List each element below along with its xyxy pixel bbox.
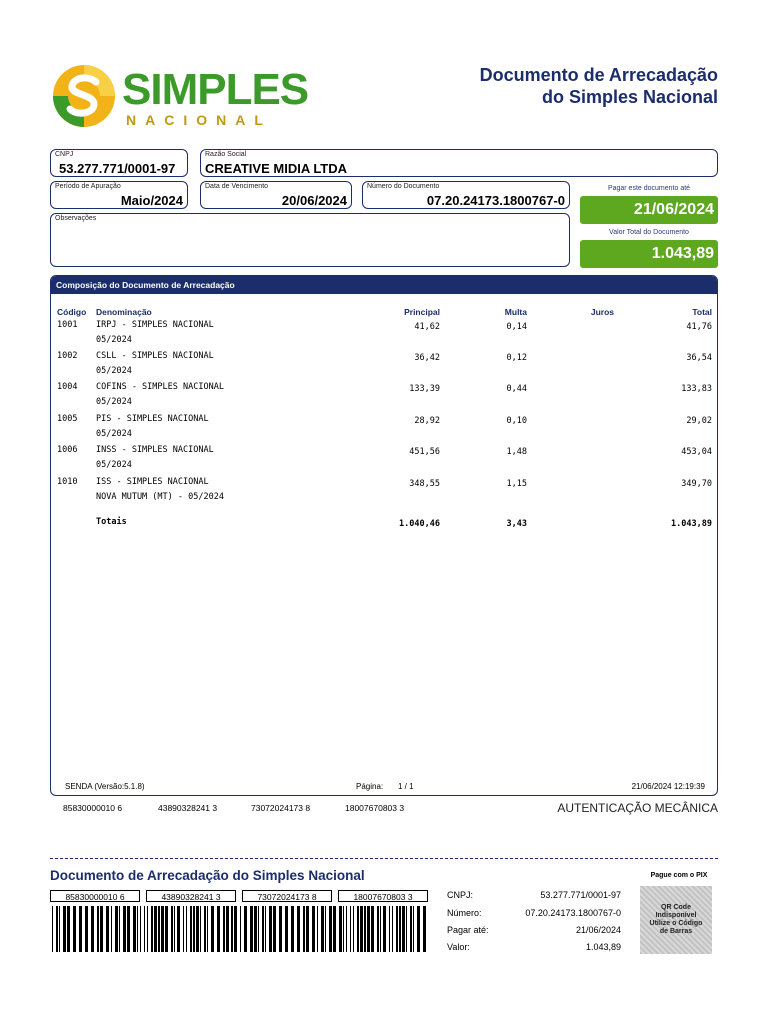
barcode-bar: [269, 906, 272, 952]
row-multa: 0,14: [506, 322, 527, 332]
row-multa: 0,44: [506, 384, 527, 394]
vencimento-label: Data de Vencimento: [205, 183, 269, 190]
barcode-bar: [350, 906, 351, 952]
barcode-bar: [52, 906, 53, 952]
barcode-bar: [85, 906, 88, 952]
barcode-bar: [377, 906, 379, 952]
barcode-bar: [392, 906, 393, 952]
row-periodo: 05/2024: [96, 460, 132, 470]
header-principal: Principal: [404, 307, 440, 317]
barcode-bar: [258, 906, 259, 952]
row-denominacao: CSLL - SIMPLES NACIONAL: [96, 351, 214, 361]
barcode-bar: [177, 906, 180, 952]
cnpj-value: 53.277.771/0001-97: [59, 161, 176, 176]
razao-social-box: [200, 149, 718, 177]
row-multa: 0,10: [506, 416, 527, 426]
barcode-bar: [211, 906, 214, 952]
barcode-bar: [254, 906, 257, 952]
barcode-bar: [262, 906, 264, 952]
barcode-bar: [204, 906, 206, 952]
row-multa: 1,48: [506, 447, 527, 457]
barcode-bar: [133, 906, 136, 952]
barcode-bar: [200, 906, 201, 952]
stub-cnpj-label: CNPJ:: [447, 890, 474, 900]
row-codigo: 1004: [57, 382, 78, 392]
vencimento-box: [200, 181, 352, 209]
barcode-bar: [196, 906, 199, 952]
totais-row: [51, 517, 717, 533]
barcode-bar: [273, 906, 276, 952]
row-total: 349,70: [681, 479, 712, 489]
barcode: [50, 906, 428, 952]
row-principal: 41,62: [414, 322, 440, 332]
senda-version: SENDA (Versão:5.1.8): [65, 782, 145, 791]
barcode-bar: [231, 906, 233, 952]
document-title-line2: do Simples Nacional: [541, 87, 718, 107]
linha-digitavel-2: 43890328241 3: [158, 803, 218, 813]
barcode-bar: [183, 906, 184, 952]
barcode-bar: [317, 906, 318, 952]
stub-pagar-value: 21/06/2024: [575, 925, 621, 935]
barcode-bar: [291, 906, 294, 952]
barcode-bar: [137, 906, 138, 952]
row-multa: 1,15: [506, 479, 527, 489]
simples-logo: [52, 62, 309, 132]
barcode-bar: [402, 906, 405, 952]
barcode-bar: [380, 906, 381, 952]
pagar-ate-label: Pagar este documento até: [607, 185, 691, 192]
logo-sub-text: NACIONAL: [126, 112, 272, 128]
row-denominacao: COFINS - SIMPLES NACIONAL: [96, 382, 224, 392]
totais-principal: 1.040,46: [399, 519, 440, 529]
barcode-bar: [303, 906, 305, 952]
barcode-bar: [333, 906, 336, 952]
barcode-bar: [123, 906, 126, 952]
barcode-bar: [279, 906, 282, 952]
valor-total-label: Valor Total do Documento: [609, 229, 689, 236]
linha-digitavel-1: 85830000010 6: [63, 803, 123, 813]
periodo-box: [50, 181, 188, 209]
stub-linha-3: 73072024173 8: [242, 890, 332, 902]
barcode-bar: [417, 906, 420, 952]
row-principal: 348,55: [409, 479, 440, 489]
row-codigo: 1010: [57, 477, 78, 487]
qr-code-text: QR Code Indisponível Utilize o Código de Barras: [649, 904, 703, 935]
cnpj-box: [50, 149, 188, 177]
barcode-bar: [244, 906, 247, 952]
document-title-line1: Documento de Arrecadação: [479, 65, 718, 85]
simples-s-icon: [52, 64, 116, 128]
stub-numero-value: 07.20.24173.1800767-0: [525, 908, 621, 918]
row-total: 29,02: [686, 416, 712, 426]
generated-timestamp: 21/06/2024 12:19:39: [631, 782, 705, 791]
barcode-bar: [127, 906, 130, 952]
barcode-bar: [119, 906, 120, 952]
barcode-bar: [389, 906, 390, 952]
header-denominacao: Denominação: [96, 307, 152, 317]
barcode-bar: [67, 906, 70, 952]
stub-valor-label: Valor:: [447, 942, 470, 952]
totais-total: 1.043,89: [671, 519, 712, 529]
row-denominacao: IRPJ - SIMPLES NACIONAL: [96, 320, 214, 330]
cut-line: [50, 858, 718, 859]
barcode-bar: [223, 906, 225, 952]
barcode-bar: [250, 906, 253, 952]
barcode-bar: [147, 906, 148, 952]
pagar-ate-value: 21/06/2024: [580, 196, 718, 224]
barcode-bar: [423, 906, 426, 952]
barcode-bar: [100, 906, 103, 952]
barcode-bar: [343, 906, 344, 952]
barcode-bar: [325, 906, 326, 952]
row-periodo: 05/2024: [96, 335, 132, 345]
barcode-bar: [144, 906, 145, 952]
barcode-bar: [329, 906, 332, 952]
barcode-bar: [396, 906, 398, 952]
barcode-bar: [321, 906, 324, 952]
table-row: [51, 320, 717, 352]
barcode-bar: [217, 906, 220, 952]
barcode-bar: [371, 906, 374, 952]
barcode-bar: [79, 906, 82, 952]
row-total: 133,83: [681, 384, 712, 394]
totais-multa: 3,43: [506, 519, 527, 529]
row-principal: 133,39: [409, 384, 440, 394]
barcode-bar: [339, 906, 342, 952]
barcode-bar: [106, 906, 109, 952]
row-denominacao: PIS - SIMPLES NACIONAL: [96, 414, 209, 424]
header-juros: Juros: [590, 307, 614, 317]
stub-title: Documento de Arrecadação do Simples Nacional: [50, 868, 365, 883]
stub-numero-label: Número:: [447, 908, 482, 918]
periodo-value: Maio/2024: [120, 193, 183, 208]
composicao-panel: [50, 275, 718, 796]
row-codigo: 1006: [57, 445, 78, 455]
barcode-bar: [158, 906, 160, 952]
header-multa: Multa: [504, 307, 527, 317]
barcode-bar: [346, 906, 347, 952]
barcode-bar: [285, 906, 288, 952]
barcode-bar: [63, 906, 66, 952]
barcode-bar: [226, 906, 229, 952]
row-periodo: 05/2024: [96, 397, 132, 407]
barcode-bar: [165, 906, 168, 952]
barcode-bar: [56, 906, 58, 952]
linha-digitavel-4: 18007670803 3: [345, 803, 405, 813]
logo-brand-text: SIMPLES: [122, 65, 309, 114]
barcode-bar: [364, 906, 366, 952]
row-total: 453,04: [681, 447, 712, 457]
stub-linha-4: 18007670803 3: [338, 890, 428, 902]
barcode-bar: [410, 906, 412, 952]
header-codigo: Código: [57, 307, 87, 317]
barcode-bar: [111, 906, 112, 952]
barcode-bar: [97, 906, 99, 952]
barcode-bar: [207, 906, 208, 952]
linha-digitavel-3: 73072024173 8: [251, 803, 311, 813]
barcode-bar: [297, 906, 300, 952]
composicao-header-bar: [51, 276, 717, 294]
barcode-bar: [353, 906, 354, 952]
barcode-bar: [312, 906, 315, 952]
stub-linha-2: 43890328241 3: [146, 890, 236, 902]
row-periodo: NOVA MUTUM (MT) - 05/2024: [96, 492, 224, 502]
row-total: 41,76: [686, 322, 712, 332]
vencimento-value: 20/06/2024: [281, 193, 347, 208]
row-principal: 36,42: [414, 353, 440, 363]
header-total: Total: [692, 307, 712, 317]
row-codigo: 1002: [57, 351, 78, 361]
valor-total-value: 1.043,89: [580, 240, 718, 268]
razao-social-label: Razão Social: [205, 151, 247, 158]
barcode-bar: [383, 906, 386, 952]
numero-documento-label: Número do Documento: [367, 183, 440, 190]
row-principal: 451,56: [409, 447, 440, 457]
row-total: 36,54: [686, 353, 712, 363]
pix-label: Pague com o PIX: [650, 872, 708, 879]
barcode-bar: [154, 906, 157, 952]
cnpj-label: CNPJ: [55, 151, 74, 158]
pagina-label: Página:: [356, 782, 384, 791]
row-principal: 28,92: [414, 416, 440, 426]
stub-pagar-label: Pagar até:: [447, 925, 489, 935]
numero-documento-value: 07.20.24173.1800767-0: [426, 193, 565, 208]
observacoes-box: [50, 213, 570, 267]
barcode-bar: [73, 906, 76, 952]
barcode-bar: [140, 906, 141, 952]
pagina-value: 1 / 1: [398, 782, 414, 791]
table-row: [51, 382, 717, 414]
barcode-bar: [413, 906, 414, 952]
barcode-bar: [190, 906, 192, 952]
row-codigo: 1005: [57, 414, 78, 424]
row-denominacao: ISS - SIMPLES NACIONAL: [96, 477, 209, 487]
table-row: [51, 445, 717, 477]
barcode-bar: [91, 906, 94, 952]
composicao-title: Composição do Documento de Arrecadação: [56, 280, 235, 290]
barcode-bar: [161, 906, 164, 952]
table-row: [51, 351, 717, 383]
barcode-bar: [367, 906, 370, 952]
barcode-bar: [306, 906, 309, 952]
barcode-bar: [360, 906, 363, 952]
stub-cnpj-value: 53.277.771/0001-97: [540, 890, 621, 900]
barcode-bar: [151, 906, 153, 952]
stub-valor-value: 1.043,89: [585, 942, 621, 952]
barcode-bar: [399, 906, 401, 952]
row-codigo: 1001: [57, 320, 78, 330]
row-multa: 0,12: [506, 353, 527, 363]
totais-label: Totais: [96, 517, 127, 527]
row-periodo: 05/2024: [96, 366, 132, 376]
stub-linha-1: 85830000010 6: [50, 890, 140, 902]
barcode-bar: [59, 906, 60, 952]
autenticacao-mecanica: AUTENTICAÇÃO MECÂNICA: [557, 801, 718, 815]
razao-social-value: CREATIVE MIDIA LTDA: [205, 161, 348, 176]
composicao-rows: [51, 320, 717, 520]
table-row: [51, 414, 717, 446]
observacoes-label: Observações: [55, 215, 97, 222]
barcode-bar: [406, 906, 407, 952]
barcode-bar: [240, 906, 241, 952]
numero-documento-box: [362, 181, 570, 209]
periodo-label: Período de Apuração: [55, 183, 121, 190]
barcode-bar: [265, 906, 266, 952]
barcode-bar: [186, 906, 187, 952]
qr-code-placeholder: [640, 886, 712, 954]
barcode-bar: [234, 906, 237, 952]
row-denominacao: INSS - SIMPLES NACIONAL: [96, 445, 214, 455]
barcode-bar: [193, 906, 195, 952]
barcode-bar: [171, 906, 173, 952]
barcode-bar: [357, 906, 359, 952]
barcode-bar: [115, 906, 118, 952]
barcode-bar: [174, 906, 175, 952]
document-title: [480, 64, 718, 108]
row-periodo: 05/2024: [96, 429, 132, 439]
table-row: [51, 477, 717, 509]
